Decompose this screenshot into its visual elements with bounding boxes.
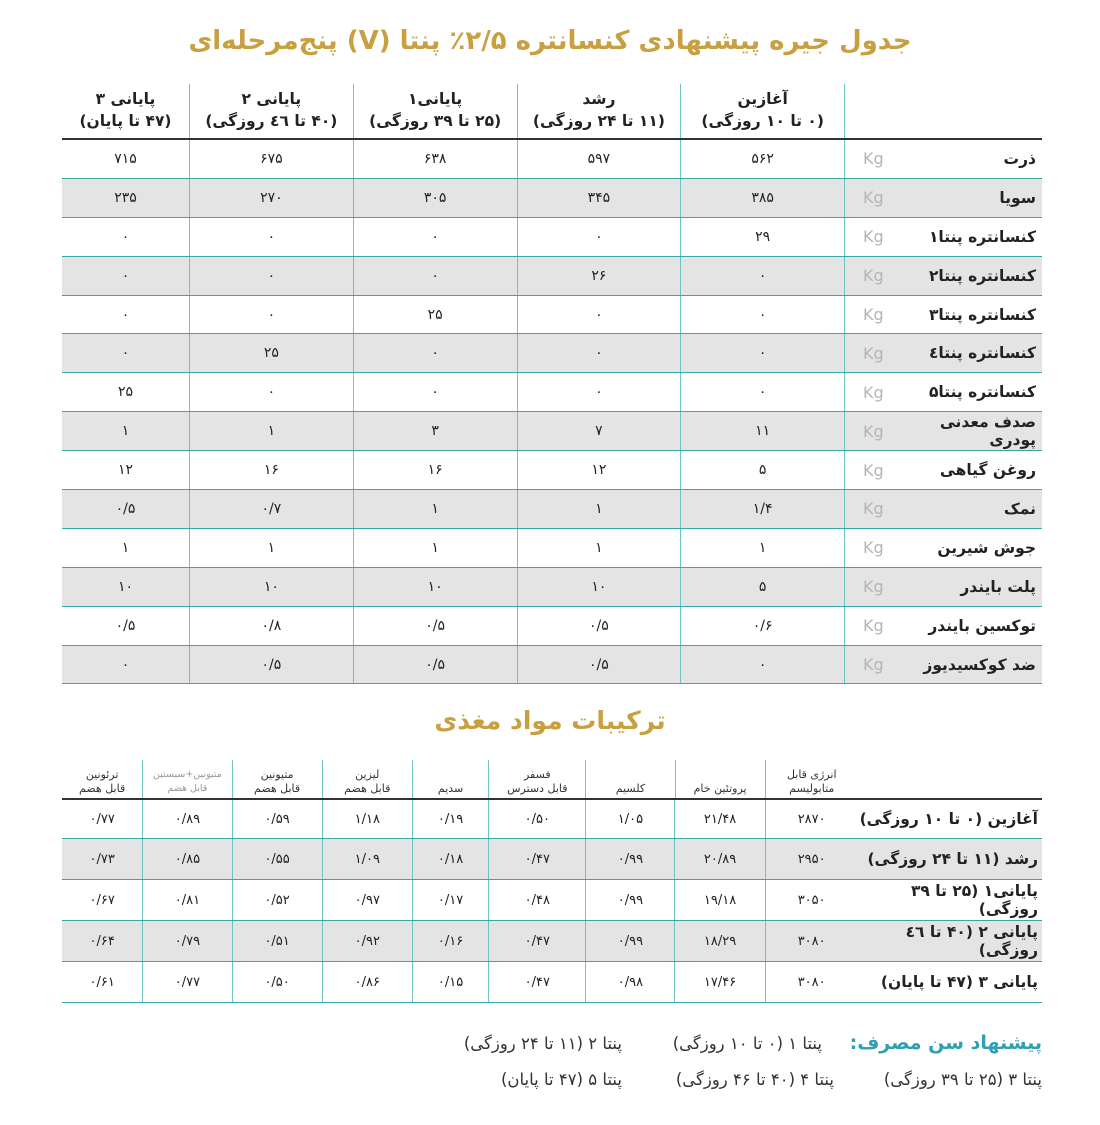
value-cell: ۱۰: [189, 568, 353, 606]
unit-label: Kg: [844, 218, 912, 256]
nutrient-value: ۲۰/۸۹: [674, 839, 764, 879]
value-cell: ۱: [517, 529, 681, 567]
value-cell: ۱: [353, 529, 517, 567]
table-row: [62, 880, 1042, 921]
nutrient-value: ۳۰۸۰: [765, 962, 858, 1002]
value-cell: ۰: [517, 334, 681, 372]
table-row: [62, 412, 1042, 451]
value-cell: ۰/۵: [517, 607, 681, 645]
ration-table: [62, 84, 1042, 684]
suggestion-item: پنتا ۵ (۴۷ تا پایان): [500, 1070, 622, 1089]
value-cell: ۳: [353, 412, 517, 450]
nutrient-header: [232, 760, 322, 798]
value-cell: ۰/۵: [517, 646, 681, 684]
unit-label: Kg: [844, 607, 912, 645]
stage-label: پایانی۱ (۲۵ تا ۳۹ روزگی): [910, 882, 1038, 918]
unit-label: Kg: [844, 334, 912, 372]
ration-table-body: [62, 140, 1042, 684]
table-row: [62, 962, 1042, 1003]
nutrient-header: [765, 760, 858, 798]
value-cell: ۰/۸: [189, 607, 353, 645]
value-cell: ۰: [680, 334, 844, 372]
value-cell: ۱۲: [117, 462, 134, 479]
column-name: پایانی ۳: [95, 90, 156, 108]
ingredient-label: روغن گیاهی: [939, 461, 1036, 480]
nutrient-header: [412, 760, 488, 798]
value-cell: ۰: [121, 306, 130, 323]
value-cell: ۰/۵: [115, 617, 136, 634]
nutrient-value: ۰/۹۷: [322, 880, 412, 920]
nutrient-header-line2: قابل هضم: [79, 782, 126, 795]
page-title: جدول جیره پیشنهادی کنسانتره ۲/۵٪ پنتا (V) پنج‌مرحله‌ای: [188, 26, 912, 56]
nutrient-header-line1: لیزین: [355, 768, 380, 781]
nutrient-header: [142, 760, 231, 798]
value-cell: ۱۱: [680, 412, 844, 450]
nutrient-header: [488, 760, 585, 798]
nutrient-value: ۰/۸۹: [142, 800, 231, 838]
value-cell: ۲۶: [517, 257, 681, 295]
value-cell: ۲۷۰: [189, 179, 353, 217]
nutrient-value: ۰/۱۹: [412, 800, 488, 838]
column-name: آغازین: [737, 90, 788, 108]
value-cell: ۱۶: [353, 451, 517, 489]
table-row: [62, 568, 1042, 607]
nutrient-value: ۰/۱۶: [412, 921, 488, 961]
column-name: پایانی ۲: [241, 90, 302, 108]
nutrient-value: ۰/۴۷: [488, 921, 585, 961]
header-spacer: [858, 760, 1042, 798]
value-cell: ۷: [517, 412, 681, 450]
nutrient-value: ۳۰۵۰: [765, 880, 858, 920]
nutrient-value: ۰/۹۸: [585, 962, 674, 1002]
nutrient-value: ۰/۹۹: [585, 921, 674, 961]
ingredient-label: جوش شیرین: [937, 538, 1036, 557]
nutrient-value: ۰/۶۱: [89, 974, 115, 990]
value-cell: ۰: [517, 296, 681, 334]
column-header: [62, 84, 189, 138]
nutrient-value: ۰/۷۹: [142, 921, 231, 961]
nutrient-value: ۰/۵۰: [232, 962, 322, 1002]
ingredient-label: توکسین بایندر: [928, 616, 1036, 635]
nutrient-header-line1: پروتئین خام: [693, 782, 747, 795]
table-row: [62, 257, 1042, 296]
value-cell: ۰: [121, 228, 130, 245]
ingredient-label: ذرت: [1003, 149, 1036, 168]
nutrient-value: ۰/۵۲: [232, 880, 322, 920]
ingredient-label: کنسانتره پنتا٤: [928, 344, 1036, 363]
suggestion-item: پنتا ۳ (۲۵ تا ۳۹ روزگی): [883, 1070, 1042, 1089]
value-cell: ۱: [189, 529, 353, 567]
value-cell: ۵: [680, 568, 844, 606]
nutrients-table: [62, 760, 1042, 1003]
suggestion-item: پنتا ۴ (۴۰ تا ۴۶ روزگی): [675, 1070, 834, 1089]
value-cell: ۳۸۵: [680, 179, 844, 217]
nutrient-value: ۰/۷۳: [89, 851, 115, 867]
value-cell: ۰: [680, 646, 844, 684]
value-cell: ۱: [517, 490, 681, 528]
unit-label: Kg: [844, 568, 912, 606]
value-cell: ۰: [189, 218, 353, 256]
stage-label: پایانی ۲ (۴۰ تا ٤٦ روزگی): [905, 923, 1038, 959]
unit-label: Kg: [844, 646, 912, 684]
nutrient-header-line2: قابل دسترس: [507, 782, 568, 795]
header-spacer: [912, 84, 1042, 138]
value-cell: ۱۰: [517, 568, 681, 606]
nutrient-header-line1: ترئونین: [85, 768, 119, 781]
nutrient-value: ۰/۱۷: [412, 880, 488, 920]
ingredient-label: کنسانتره پنتا۱: [928, 227, 1036, 246]
table-row: [62, 921, 1042, 962]
value-cell: ۱۶: [189, 451, 353, 489]
value-cell: ۷۱۵: [114, 150, 137, 167]
value-cell: ۲۵: [117, 384, 134, 401]
column-range: (۰ تا ۱۰ روزگی): [701, 112, 824, 130]
table-row: [62, 373, 1042, 412]
header-spacer-unit: [844, 84, 912, 138]
value-cell: ۰: [189, 296, 353, 334]
stage-label: آغازین (۰ تا ۱۰ روزگی): [859, 810, 1038, 828]
nutrient-value: ۰/۴۷: [488, 839, 585, 879]
nutrient-header: [62, 760, 142, 798]
value-cell: ۲۵: [189, 334, 353, 372]
value-cell: ۰/۵: [189, 646, 353, 684]
unit-label: Kg: [844, 490, 912, 528]
nutrient-header-line2: قابل هضم: [167, 783, 208, 794]
column-range: (۴۰ تا ٤٦ روزگی): [205, 112, 338, 130]
value-cell: ۲۹: [680, 218, 844, 256]
column-range: (۴۷ تا پایان): [79, 112, 172, 130]
table-row: [62, 798, 1042, 839]
value-cell: ۱/۴: [680, 490, 844, 528]
nutrient-value: ۱/۰۵: [585, 800, 674, 838]
value-cell: ۱۰: [117, 578, 134, 595]
nutrient-value: ۰/۶۴: [89, 933, 115, 949]
value-cell: ۰/۵: [115, 500, 136, 517]
value-cell: ۰: [353, 373, 517, 411]
value-cell: ۵۹۷: [517, 140, 681, 178]
table-row: [62, 839, 1042, 880]
nutrients-title: ترکیبات مواد مغذی: [434, 706, 666, 735]
nutrient-value: ۰/۷۷: [142, 962, 231, 1002]
table-row: [62, 218, 1042, 257]
value-cell: ۰: [121, 656, 130, 673]
usage-suggestion: [0, 1030, 1100, 1100]
nutrient-value: ۱۸/۲۹: [674, 921, 764, 961]
value-cell: ۳۴۵: [517, 179, 681, 217]
column-name: پایانی۱: [408, 90, 463, 108]
nutrient-value: ۲۹۵۰: [765, 839, 858, 879]
value-cell: ۱: [189, 412, 353, 450]
unit-label: Kg: [844, 373, 912, 411]
unit-label: Kg: [844, 296, 912, 334]
column-name: رشد: [582, 90, 616, 108]
value-cell: ۰/۵: [353, 646, 517, 684]
nutrient-value: ۰/۴۷: [488, 962, 585, 1002]
nutrient-value: ۰/۵۰: [488, 800, 585, 838]
nutrient-value: ۳۰۸۰: [765, 921, 858, 961]
unit-label: Kg: [844, 257, 912, 295]
value-cell: ۰: [353, 257, 517, 295]
value-cell: ۶۳۸: [353, 140, 517, 178]
nutrient-value: ۰/۹۹: [585, 839, 674, 879]
value-cell: ۰: [680, 296, 844, 334]
unit-label: Kg: [844, 451, 912, 489]
value-cell: ۰: [121, 345, 130, 362]
value-cell: ۵۶۲: [680, 140, 844, 178]
nutrient-header-line1: فسفر: [523, 768, 551, 781]
nutrient-header-line2: قابل هضم: [344, 782, 391, 795]
nutrients-table-body: [62, 798, 1042, 1003]
value-cell: ۱: [121, 423, 130, 440]
suggestion-item: پنتا ۱ (۰ تا ۱۰ روزگی): [672, 1034, 822, 1053]
table-row: [62, 140, 1042, 179]
table-row: [62, 646, 1042, 685]
nutrient-value: ۰/۵۱: [232, 921, 322, 961]
nutrient-value: ۰/۱۸: [412, 839, 488, 879]
value-cell: ۰: [353, 218, 517, 256]
nutrient-value: ۲۱/۴۸: [674, 800, 764, 838]
nutrient-header-line1: متیونین+سیستین: [153, 769, 222, 780]
nutrient-value: ۱۷/۴۶: [674, 962, 764, 1002]
value-cell: ۲۵: [353, 296, 517, 334]
value-cell: ۰: [353, 334, 517, 372]
value-cell: ۰: [189, 373, 353, 411]
nutrient-header-line1: سدیم: [437, 782, 464, 795]
stage-label: رشد (۱۱ تا ۲۴ روزگی): [867, 850, 1038, 868]
value-cell: ۲۳۵: [114, 189, 137, 206]
ration-table-header: [62, 84, 1042, 140]
column-range: (۱۱ تا ۲۴ روزگی): [532, 112, 665, 130]
ingredient-label: ضد کوکسیدیوز: [923, 655, 1036, 674]
nutrient-value: ۰/۹۹: [585, 880, 674, 920]
nutrient-value: ۰/۵۵: [232, 839, 322, 879]
nutrient-value: ۰/۸۶: [322, 962, 412, 1002]
nutrient-value: ۰/۸۱: [142, 880, 231, 920]
ingredient-label: نمک: [1003, 499, 1036, 518]
value-cell: ۰: [680, 257, 844, 295]
nutrient-value: ۲۸۷۰: [765, 800, 858, 838]
table-row: [62, 529, 1042, 568]
value-cell: ۰/۵: [353, 607, 517, 645]
nutrient-header: [675, 760, 765, 798]
ingredient-label: پلت بایندر: [960, 577, 1036, 596]
value-cell: ۶۷۵: [189, 140, 353, 178]
nutrient-header: [322, 760, 412, 798]
nutrient-header-line2: قابل هضم: [254, 782, 301, 795]
value-cell: ۱۰: [353, 568, 517, 606]
ingredient-label: کنسانتره پنتا۲: [928, 266, 1036, 285]
column-header: [189, 84, 353, 138]
nutrient-header-line1: کلسیم: [615, 782, 646, 795]
nutrient-header-line1: انرژی قابل: [786, 768, 837, 781]
nutrient-value: ۰/۸۵: [142, 839, 231, 879]
unit-label: Kg: [844, 529, 912, 567]
value-cell: ۵: [680, 451, 844, 489]
nutrient-header-line1: متیونین: [260, 768, 294, 781]
unit-label: Kg: [844, 140, 912, 178]
nutrient-value: ۰/۵۹: [232, 800, 322, 838]
table-row: [62, 334, 1042, 373]
nutrient-header-line2: متابولیسم: [789, 782, 835, 795]
nutrient-value: ۱/۱۸: [322, 800, 412, 838]
value-cell: ۳۰۵: [353, 179, 517, 217]
value-cell: ۰/۶: [680, 607, 844, 645]
value-cell: ۱: [353, 490, 517, 528]
column-range: (۲۵ تا ۳۹ روزگی): [369, 112, 502, 130]
nutrient-value: ۰/۹۲: [322, 921, 412, 961]
column-header: [517, 84, 681, 138]
value-cell: ۰: [517, 218, 681, 256]
table-row: [62, 451, 1042, 490]
table-row: [62, 607, 1042, 646]
value-cell: ۰/۷: [189, 490, 353, 528]
ingredient-label: کنسانتره پنتا۳: [928, 305, 1036, 324]
value-cell: ۰: [189, 257, 353, 295]
ingredient-label: کنسانتره پنتا۵: [928, 383, 1036, 402]
nutrient-value: ۱۹/۱۸: [674, 880, 764, 920]
unit-label: Kg: [844, 412, 912, 450]
column-header: [353, 84, 517, 138]
value-cell: ۱: [680, 529, 844, 567]
value-cell: ۰: [517, 373, 681, 411]
nutrient-value: ۱/۰۹: [322, 839, 412, 879]
value-cell: ۱: [121, 539, 130, 556]
value-cell: ۰: [121, 267, 130, 284]
nutrient-value: ۰/۱۵: [412, 962, 488, 1002]
ingredient-label: سویا: [999, 188, 1036, 207]
nutrients-table-header: [62, 760, 1042, 798]
nutrient-value: ۰/۶۷: [89, 892, 115, 908]
table-row: [62, 296, 1042, 335]
nutrient-header: [585, 760, 674, 798]
value-cell: ۱۲: [517, 451, 681, 489]
suggestion-item: پنتا ۲ (۱۱ تا ۲۴ روزگی): [463, 1034, 622, 1053]
column-header: [680, 84, 844, 138]
nutrient-value: ۰/۴۸: [488, 880, 585, 920]
ingredient-label: صدف معدنی پودری: [939, 413, 1036, 450]
value-cell: ۰: [680, 373, 844, 411]
table-row: [62, 490, 1042, 529]
nutrient-value: ۰/۷۷: [89, 811, 115, 827]
stage-label: پایانی ۳ (۴۷ تا پایان): [880, 973, 1038, 991]
unit-label: Kg: [844, 179, 912, 217]
suggestion-heading: پیشنهاد سن مصرف:: [849, 1032, 1042, 1054]
table-row: [62, 179, 1042, 218]
